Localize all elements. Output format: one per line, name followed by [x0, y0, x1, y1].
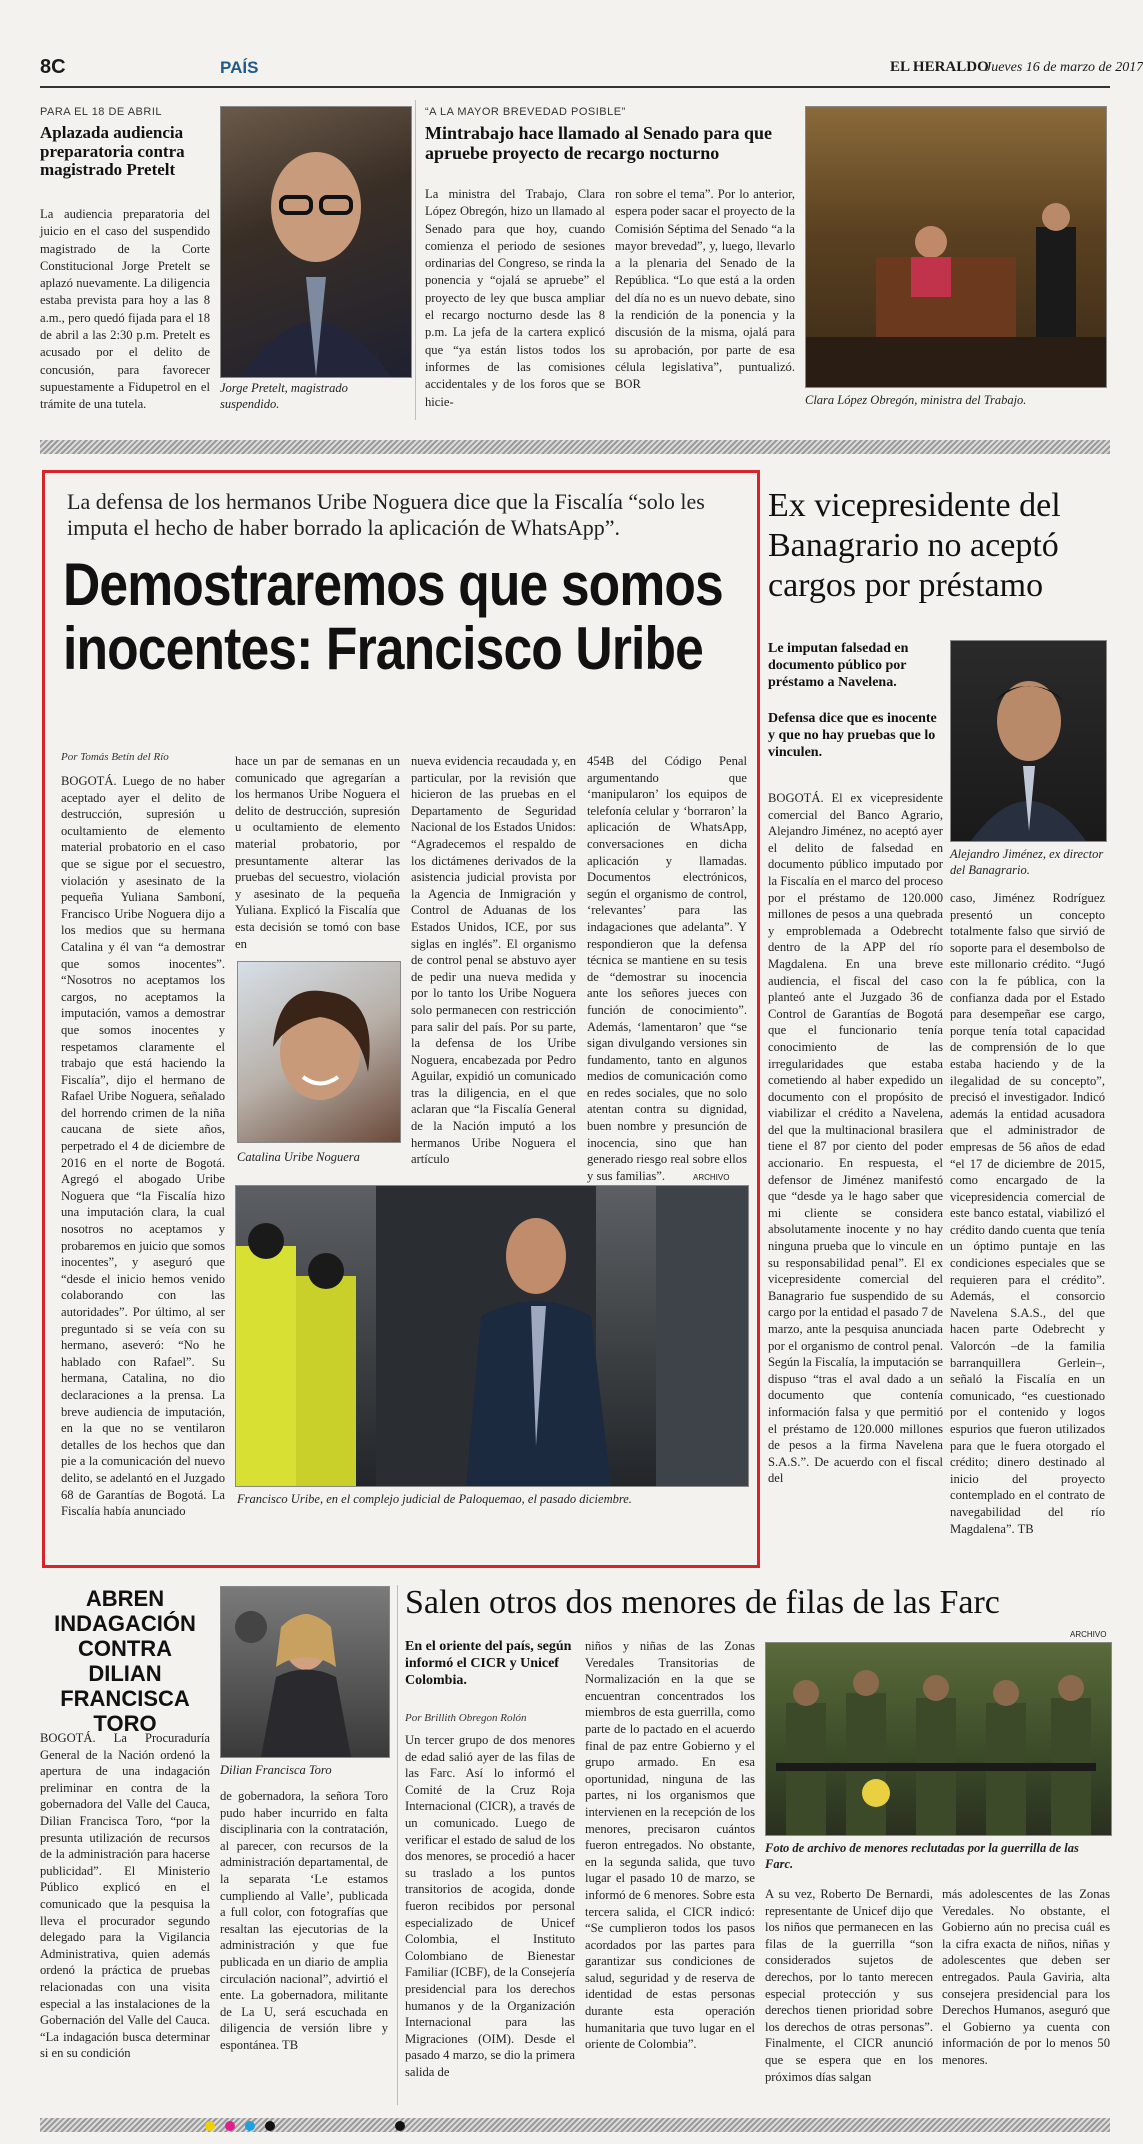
photo-dilian [220, 1586, 390, 1758]
bottom1-body-col1: BOGOTÁ. La Procuraduría General de la Nación ordenó la apertura de una indagación preliminar en contra de la gobernadora del Valle del Cauca, Dilian Francisca Toro, “por la presunta utilización de recursos de la administración para hacerse publicidad”. El Ministerio Público explicó en el comunicado que la pesquisa la lleva el procurador segundo delegado para la Vigilancia Administrativa, quien además ordenó la práctica de pruebas relacionadas con una visita especial a las instalaciones de la Gobernación del Valle del Cauca. “La indagación busca determinar si en su condición [40, 1731, 210, 2061]
photo-caption: Clara López Obregón, ministra del Trabajo. [805, 393, 1027, 407]
main-body-col2: hace un par de semanas en un comunicado que agregarían a los hermanos Uribe Noguera el delito de destrucción, supresión u ocultamiento de elemento material probatorio, por presuntamente alterar las pruebas del secuestro, violación y asesinato de la pequeña Yuliana. Explicó la Fiscalía que esta decisión se tomó con base en [235, 754, 400, 951]
story-dilian [40, 1580, 390, 2110]
story-banagrario [768, 470, 1110, 1568]
bottom2-body-col1: Un tercer grupo de dos menores de edad salió ayer de las filas de las Farc. Así lo informó el Comité de la Cruz Roja Internacional (CICR), a través de un comunicado. Luego de verificar el estado de salud de los dos menores, se procedió a hacer su traslado a los puntos transitorios de acogida, donde fueron recibidos por personal especializado de Unicef Colombia, el Instituto Colombiano de Bienestar Familiar (ICBF), de la Consejería presidencial para los derechos humanos y de la Organización Internacional para las Migraciones (OIM). Desde el pasado 4 marzo, se dio la primera salida de [405, 1733, 575, 2079]
main-body-col4: 454B del Código Penal argumentando que ‘manipularon’ los equipos de telefonía celular y ‘borraron’ la aplicación de WhatsApp, conversaciones en dicha aplicación y llamadas. Documentos electrónicos, según el organismo de control, ‘relevantes’ para las indagaciones que adelanta”. Y respondieron que la defensa técnica se mantiene en su tesis de “demostrar su inocencia ante los señores jueces con función de conocimiento”. Además, ‘lamentaron’ que “se sigan divulgando versiones sin fundamento, tanto en algunos medios de comunicación como en redes sociales, que no solo atentan contra su dignidad, buen nombre y presunción de inocencia, sino que han generado riesgo real sobre ellos y sus familias”. [587, 754, 747, 1183]
story-pretelt [40, 96, 410, 426]
portrait-illustration [238, 962, 400, 1142]
photo-credit: ARCHIVO [693, 1173, 730, 1182]
photo-alejandro-jimenez [950, 640, 1107, 842]
story-mintrabajo [425, 96, 1105, 426]
story-kicker: PARA EL 18 DE ABRIL [40, 106, 163, 118]
story-kicker: “A LA MAYOR BREVEDAD POSIBLE” [425, 106, 626, 118]
column-rule [397, 1585, 398, 2105]
main-deck: La defensa de los hermanos Uribe Noguera dice que la Fiscalía “solo les imputa el hecho de haber borrado la aplicación de WhatsApp”. [67, 489, 705, 540]
photo-credit: ARCHIVO [1070, 1630, 1107, 1639]
newspaper-name: EL HERALDO [890, 59, 989, 75]
side-body-col2: caso, Jiménez Rodríguez presentó un concepto totalmente falso que sirvió de soporte para el desembolso de este millonario crédito. “Jugó con la fe pública, con la confianza dada por el Estado para desempeñar ese cargo, porque tenía total capacidad de comprensión de lo que estaba haciendo y de la ilegalidad de su concepto”, precisó el investigador. Indicó además la entidad acusadora que el administrador de empresas de 56 años de edad “el 17 de diciembre de 2015, como encargado de la vicepresidencia comercial de este banco estatal, viabilizó el crédito dando cuenta que tenía un óptimo puntaje en las condiciones especiales que se requieren para el crédito”. Además, el consorcio Navelena S.A.S., del que hacen parte Odebrecht y Valorcón –de la familia barranquillera Gerlein–, señaló la Fiscalía en un comunicado, “es cuestionado por el contenido y logos espurios que fueron utilizados para que le fuera otorgado el crédito; dinero destinado al inicio del proyecto contemplado en el contrato de navegabilidad del río Magdalena”. TB [950, 891, 1105, 1536]
section-name: PAÍS [220, 58, 259, 77]
photo-catalina [237, 961, 401, 1143]
story-body: La audiencia preparatoria del juicio en el caso del suspendido magistrado de la Corte Constitucional Jorge Pretelt se aplazó nuevamente. La diligencia estaba prevista para hoy a las 8 a.m., pero quedó fijada para el 18 de abril a las 2:30 p.m. Pretelt es acusado por el delito de concusión, para favorecer supuestamente a Fidupetrol en el trámite de una tutela. [40, 207, 210, 412]
page-number: 8C [40, 56, 66, 78]
bottom2-headline: Salen otros dos menores de filas de las Farc [405, 1584, 1000, 1621]
photo-caption: Jorge Pretelt, magistrado suspendido. [220, 381, 348, 411]
side-body-col1: BOGOTÁ. El ex vicepresidente comercial del Banco Agrario, Alejandro Jiménez, no aceptó ayer el delito de falsedad en documento público imputado por la Fiscalía en el marco del proceso por el préstamo de 120.000 millones de pesos a una quebrada y emproblemada a Odebrecht dentro de la APP del río Magdalena. En una breve audiencia, el fiscal del caso planteó ante el Juzgado 36 de Control de Garantías de Bogotá que el funcionario tenía conocimiento de las irregularidades que estaba cometiendo al haber expedido un documento con el propósito de viabilizar el crédito a Navelena, del que la multinacional brasilera tiene el 87 por ciento del poder accionario. En respuesta, el defensor de Jiménez manifestó que “desde ya le hago saber que mi cliente se considera absolutamente inocente y no hay ninguna prueba que lo vincule en su responsabilidad penal”. El ex vicepresidente comercial del Banagrario fue suspendido de su cargo por la entidad el pasado 7 de marzo, ante la pesquisa anunciada por el organismo de control penal. Según la Fiscalía, la imputación se dispuso “tras el aval dado a un documento que contenía información falsa y que permitió el préstamo de 120.000 millones de pesos a la firma Navelena S.A.S.”. De acuerdo con el fiscal del [768, 791, 943, 1486]
story-headline: Mintrabajo hace llamado al Senado para que apruebe proyecto de recargo nocturno [425, 123, 773, 163]
fighters-illustration [766, 1643, 1111, 1835]
registration-dots [200, 2120, 420, 2132]
bottom2-byline: Por Brillith Obregon Rolón [405, 1712, 527, 1724]
print-color-marks [200, 2119, 420, 2131]
courthouse-illustration [236, 1186, 748, 1486]
main-body-col3: nueva evidencia recaudada y, en particular, por la revisión que hicieron de las pruebas en el Departamento de Seguridad Nacional de los Estados Unidos: “Agradecemos el respaldo de los dictámenes derivados de la asistencia judicial provista por la Agencia de Inmigración y Control de Aduanas de los Estados Unidos, ICE, por sus siglas en inglés”. El organismo de control penal se abstuvo ayer de pedir una nueva medida y por lo tanto los Uribe Noguera solo permanecen con restricción para salir del país. Por su parte, la defensa de los Uribe Noguera, encabezada por Pedro Aguilar, expidió un comunicado tras la diligencia, en el que aclaran que “la Fiscalía General de la Nación imputó a los hermanos Uribe Noguera el artículo [411, 754, 576, 1167]
portrait-illustration [221, 1587, 389, 1757]
side-headline: Ex vicepresidente del Banagrario no aceptó cargos por préstamo [768, 487, 1061, 604]
main-headline: Demostraremos que somos inocentes: Francisco Uribe [63, 551, 723, 682]
photo-caption: Alejandro Jiménez, ex director del Banagrario. [950, 847, 1104, 877]
photo-francisco-uribe [235, 1185, 749, 1487]
bottom1-headline: ABREN INDAGACIÓN CONTRA DILIAN FRANCISCA TORO [54, 1586, 196, 1736]
photo-caption: Dilian Francisca Toro [220, 1763, 332, 1777]
page-header [40, 52, 1143, 88]
photo-caption-francisco: Francisco Uribe, en el complejo judicial de Paloquemao, el pasado diciembre. [237, 1492, 632, 1506]
story-body-col2: ron sobre el tema”. Por lo anterior, espera poder sacar el proyecto de la Comisión Séptima del Senado “a la mayor brevedad”, y, luego, llevarlo a la plenaria del Senado de la República. “Lo que está a la orden del día no es un nuevo debate, sino la rendición de la ponencia y la discusión de la misma, ojalá para su aprobación, por parte de esa célula legislativa”, puntualizó. BOR [615, 187, 795, 392]
portrait-illustration [221, 107, 411, 377]
edition-date: Jueves 16 de marzo de 2017 [985, 60, 1143, 75]
bottom2-body-col3: A su vez, Roberto De Bernardi, representante de Unicef dijo que los niños que permanecen en las filas de la guerrilla “son considerados sujetos de derechos, por lo tanto merecen especial protección y sus derechos tienen prioridad sobre los derechos de otras personas”. Finalmente, el CICR anunció que se espera que en los próximos días salgan [765, 1887, 933, 2084]
senate-illustration [806, 107, 1106, 387]
bottom2-body-col2: niños y niñas de las Zonas Veredales Transitorias de Normalización en la que se encuentran concentrados los miembros de esta guerrilla, como parte de lo pactado en el acuerdo final de paz entre Gobierno y el grupo armado. En esa oportunidad, ninguna de las partes, ni los organismos que intervienen en la recepción de los menores, precisaron cuántos fueron entregados. No obstante, en la segunda salida, que tuvo lugar el pasado 10 de marzo, se informó de 6 menores. Sobre esta tercera salida, el CICR indicó: “Se cumplieron todos los pasos acordados por las partes para garantizar sus condiciones de salud, seguridad y de reserva de identidad de estas personas durante esta operación humanitaria que tuvo lugar en el oriente de Colombia”. [585, 1639, 755, 2052]
photo-farc-minors [765, 1642, 1112, 1836]
main-byline: Por Tomás Betín del Río [61, 751, 169, 763]
bottom2-deck: En el oriente del país, según informó el CICR y Unicef Colombia. [405, 1639, 572, 1688]
side-deck1: Le imputan falsedad en documento público por préstamo a Navelena. [768, 641, 909, 690]
photo-clara-lopez [805, 106, 1107, 388]
column-rule [415, 100, 416, 420]
photo-caption: Foto de archivo de menores reclutadas por la guerrilla de las Farc. [765, 1841, 1079, 1871]
section-divider [40, 440, 1110, 454]
story-farc [405, 1580, 1110, 2110]
side-deck2: Defensa dice que es inocente y que no hay pruebas que lo vinculen. [768, 711, 937, 760]
main-body-col1: BOGOTÁ. Luego de no haber aceptado ayer el delito de destrucción, supresión u ocultamiento de elemento material probatorio en el caso que se sigue por el secuestro, violación y asesinato de la pequeña Yuliana Samboní, Francisco Uribe Noguera dijo a los medios que su hermana Catalina y él van “a demostrar que somos inocentes”. “Nosotros no aceptamos los cargos, no aceptamos la imputación, vamos a demostrar que somos inocentes y respetamos claramente el trabajo que está haciendo la Fiscalía”, dijo el hermano de Rafael Uribe Noguera, señalado del horrendo crimen de la niña caucana de siete años, perpetrado el 4 de diciembre de 2016 en el norte de Bogotá. Agregó el abogado Uribe Noguera que “la Fiscalía hizo una imputación clara, la cual nosotros no aceptamos y probaremos en juicio que somos inocentes”, y aseguró que “desde el inicio hemos venido colaborando con las autoridades”. Por último, al ser preguntado si se veía con su hermano, aseveró: “No he hablado con Rafael”. Su hermana, Catalina, no dio declaraciones a la prensa. La breve audiencia de imputación, en la que no se ventilaron detalles de los hechos que dan pie a la comunicación del nuevo delito, se adelantó en el Juzgado 68 de Garantías de Bogotá. La Fiscalía había anunciado [61, 774, 225, 1519]
photo-caption-catalina: Catalina Uribe Noguera [237, 1150, 360, 1164]
story-body-col1: La ministra del Trabajo, Clara López Obregón, hizo un llamado al Senado para que hoy, cuando comienza el periodo de sesiones ordinarias del Congreso, se rinda la ponencia y “ojalá se apruebe” el proyecto de ley que busca ampliar el recargo nocturno desde las 8 p.m. La jefa de la cartera explicó que “ya están listos todos los informes de las comisiones accidentales y de los foros que se hicie- [425, 187, 605, 409]
bottom1-body-col2: de gobernadora, la señora Toro pudo haber incurrido en falta disciplinaria con la contratación, al parecer, con recursos de la administración departamental, de la separata ‘Le estamos cumpliendo al Valle’, publicada a full color, con fotografías que resaltan las ejecutorias de la administración y que fue publicada en un diario de amplia circulación nacional”, advirtió el ente. La gobernadora, militante de La U, será escuchada en diligencia de versión libre y espontánea. TB [220, 1789, 388, 2052]
photo-pretelt [220, 106, 412, 378]
portrait-illustration [951, 641, 1106, 841]
story-headline: Aplazada audiencia preparatoria contra magistrado Pretelt [40, 123, 185, 180]
bottom2-body-col4: más adolescentes de las Zonas Veredales. No obstante, el Gobierno aún no precisa cuál es la cifra exacta de niños, niñas y adolescentes que deben ser entregados. Paula Gaviria, alta consejera presidencial para los Derechos Humanos, aseguró que el Gobierno ya cuenta con información de por lo menos 50 menores. [942, 1887, 1110, 2067]
main-story-box [42, 470, 760, 1568]
